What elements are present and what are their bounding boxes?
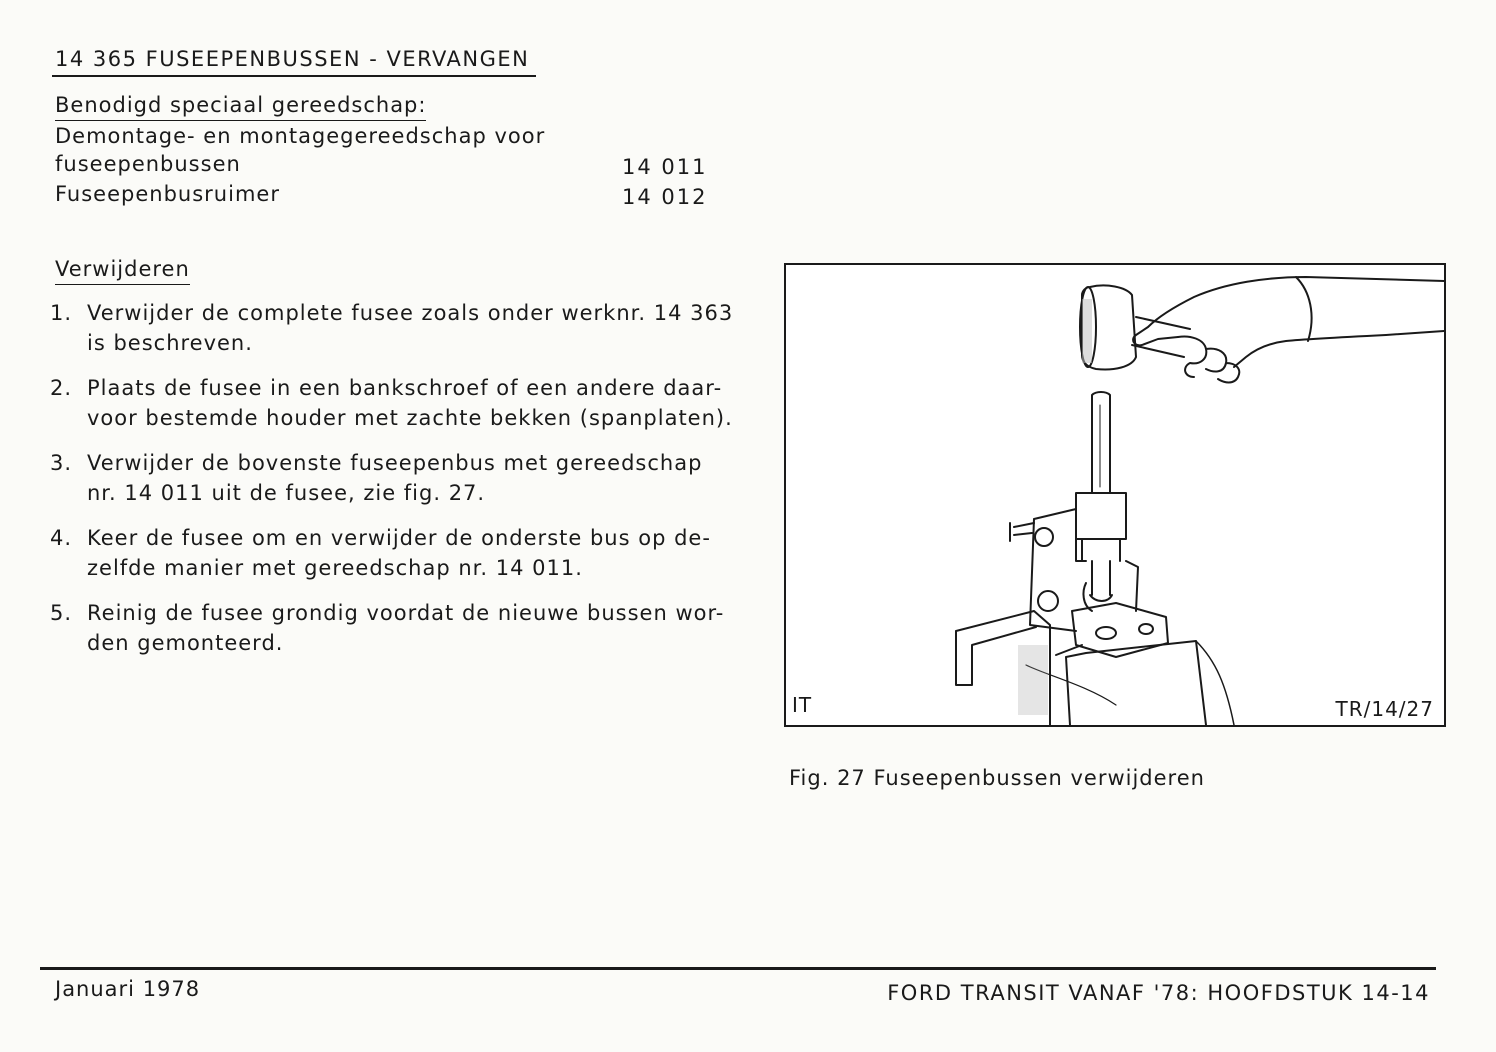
step-line: is beschreven.	[87, 331, 253, 355]
vise-right	[1066, 641, 1206, 725]
bolt-top	[1035, 528, 1053, 546]
stud	[1010, 523, 1034, 541]
figure-code-left: IT	[792, 693, 813, 717]
step-number: 5.	[50, 601, 73, 625]
figure-illustration	[786, 265, 1444, 725]
step-line: Plaats de fusee in een bankschroef of een andere daar-	[87, 376, 723, 400]
step-line: Keer de fusee om en verwijder de onderste bus op de-	[87, 526, 711, 550]
bolt-bottom	[1038, 591, 1058, 611]
sleeve-cuff	[1296, 277, 1312, 341]
step-number: 1.	[50, 301, 73, 325]
drift-punch	[1092, 392, 1110, 493]
step-item	[50, 373, 750, 433]
footer-divider	[40, 967, 1436, 970]
removal-steps-list	[50, 298, 750, 673]
tool-1-name: fuseepenbussen	[55, 152, 241, 176]
step-line: zelfde manier met gereedschap nr. 14 011.	[87, 556, 583, 580]
tools-description: Demontage- en montagegereedschap voor	[55, 124, 546, 148]
step-number: 2.	[50, 376, 73, 400]
figure-27	[784, 263, 1446, 727]
tool-2-name: Fuseepenbusruimer	[55, 182, 280, 206]
tool-2-code: 14 012	[622, 185, 708, 209]
step-item	[50, 448, 750, 508]
section-title-underline	[52, 75, 536, 77]
footer-date: Januari 1978	[55, 977, 201, 1001]
step-item	[50, 598, 750, 658]
step-line: den gemonteerd.	[87, 631, 284, 655]
step-number: 4.	[50, 526, 73, 550]
step-number: 3.	[50, 451, 73, 475]
step-line: Verwijder de complete fusee zoals onder werknr. 14 363	[87, 301, 734, 325]
step-line: voor bestemde houder met zachte bekken (spanplaten).	[87, 406, 733, 430]
figure-caption: Fig. 27 Fuseepenbussen verwijderen	[789, 766, 1205, 790]
tools-heading	[55, 95, 426, 116]
step-line: Reinig de fusee grondig voordat de nieuwe bussen wor-	[87, 601, 725, 625]
section-title: 14 365 FUSEEPENBUSSEN - VERVANGEN	[55, 47, 530, 71]
removal-heading	[55, 259, 190, 280]
arm-lower	[1234, 331, 1444, 367]
fingers	[1178, 337, 1239, 383]
tools-heading-text: Benodigd speciaal gereedschap:	[55, 93, 426, 121]
step-item	[50, 298, 750, 358]
step-line: nr. 14 011 uit de fusee, zie fig. 27.	[87, 481, 486, 505]
tool-1-code: 14 011	[622, 155, 708, 179]
step-item	[50, 523, 750, 583]
removal-heading-text: Verwijderen	[55, 257, 190, 285]
figure-code-right: TR/14/27	[1335, 697, 1434, 721]
step-line: Verwijder de bovenste fuseepenbus met gereedschap	[87, 451, 703, 475]
tool-collar	[1076, 493, 1126, 539]
footer-chapter: FORD TRANSIT VANAF '78: HOOFDSTUK 14-14	[887, 981, 1430, 1005]
